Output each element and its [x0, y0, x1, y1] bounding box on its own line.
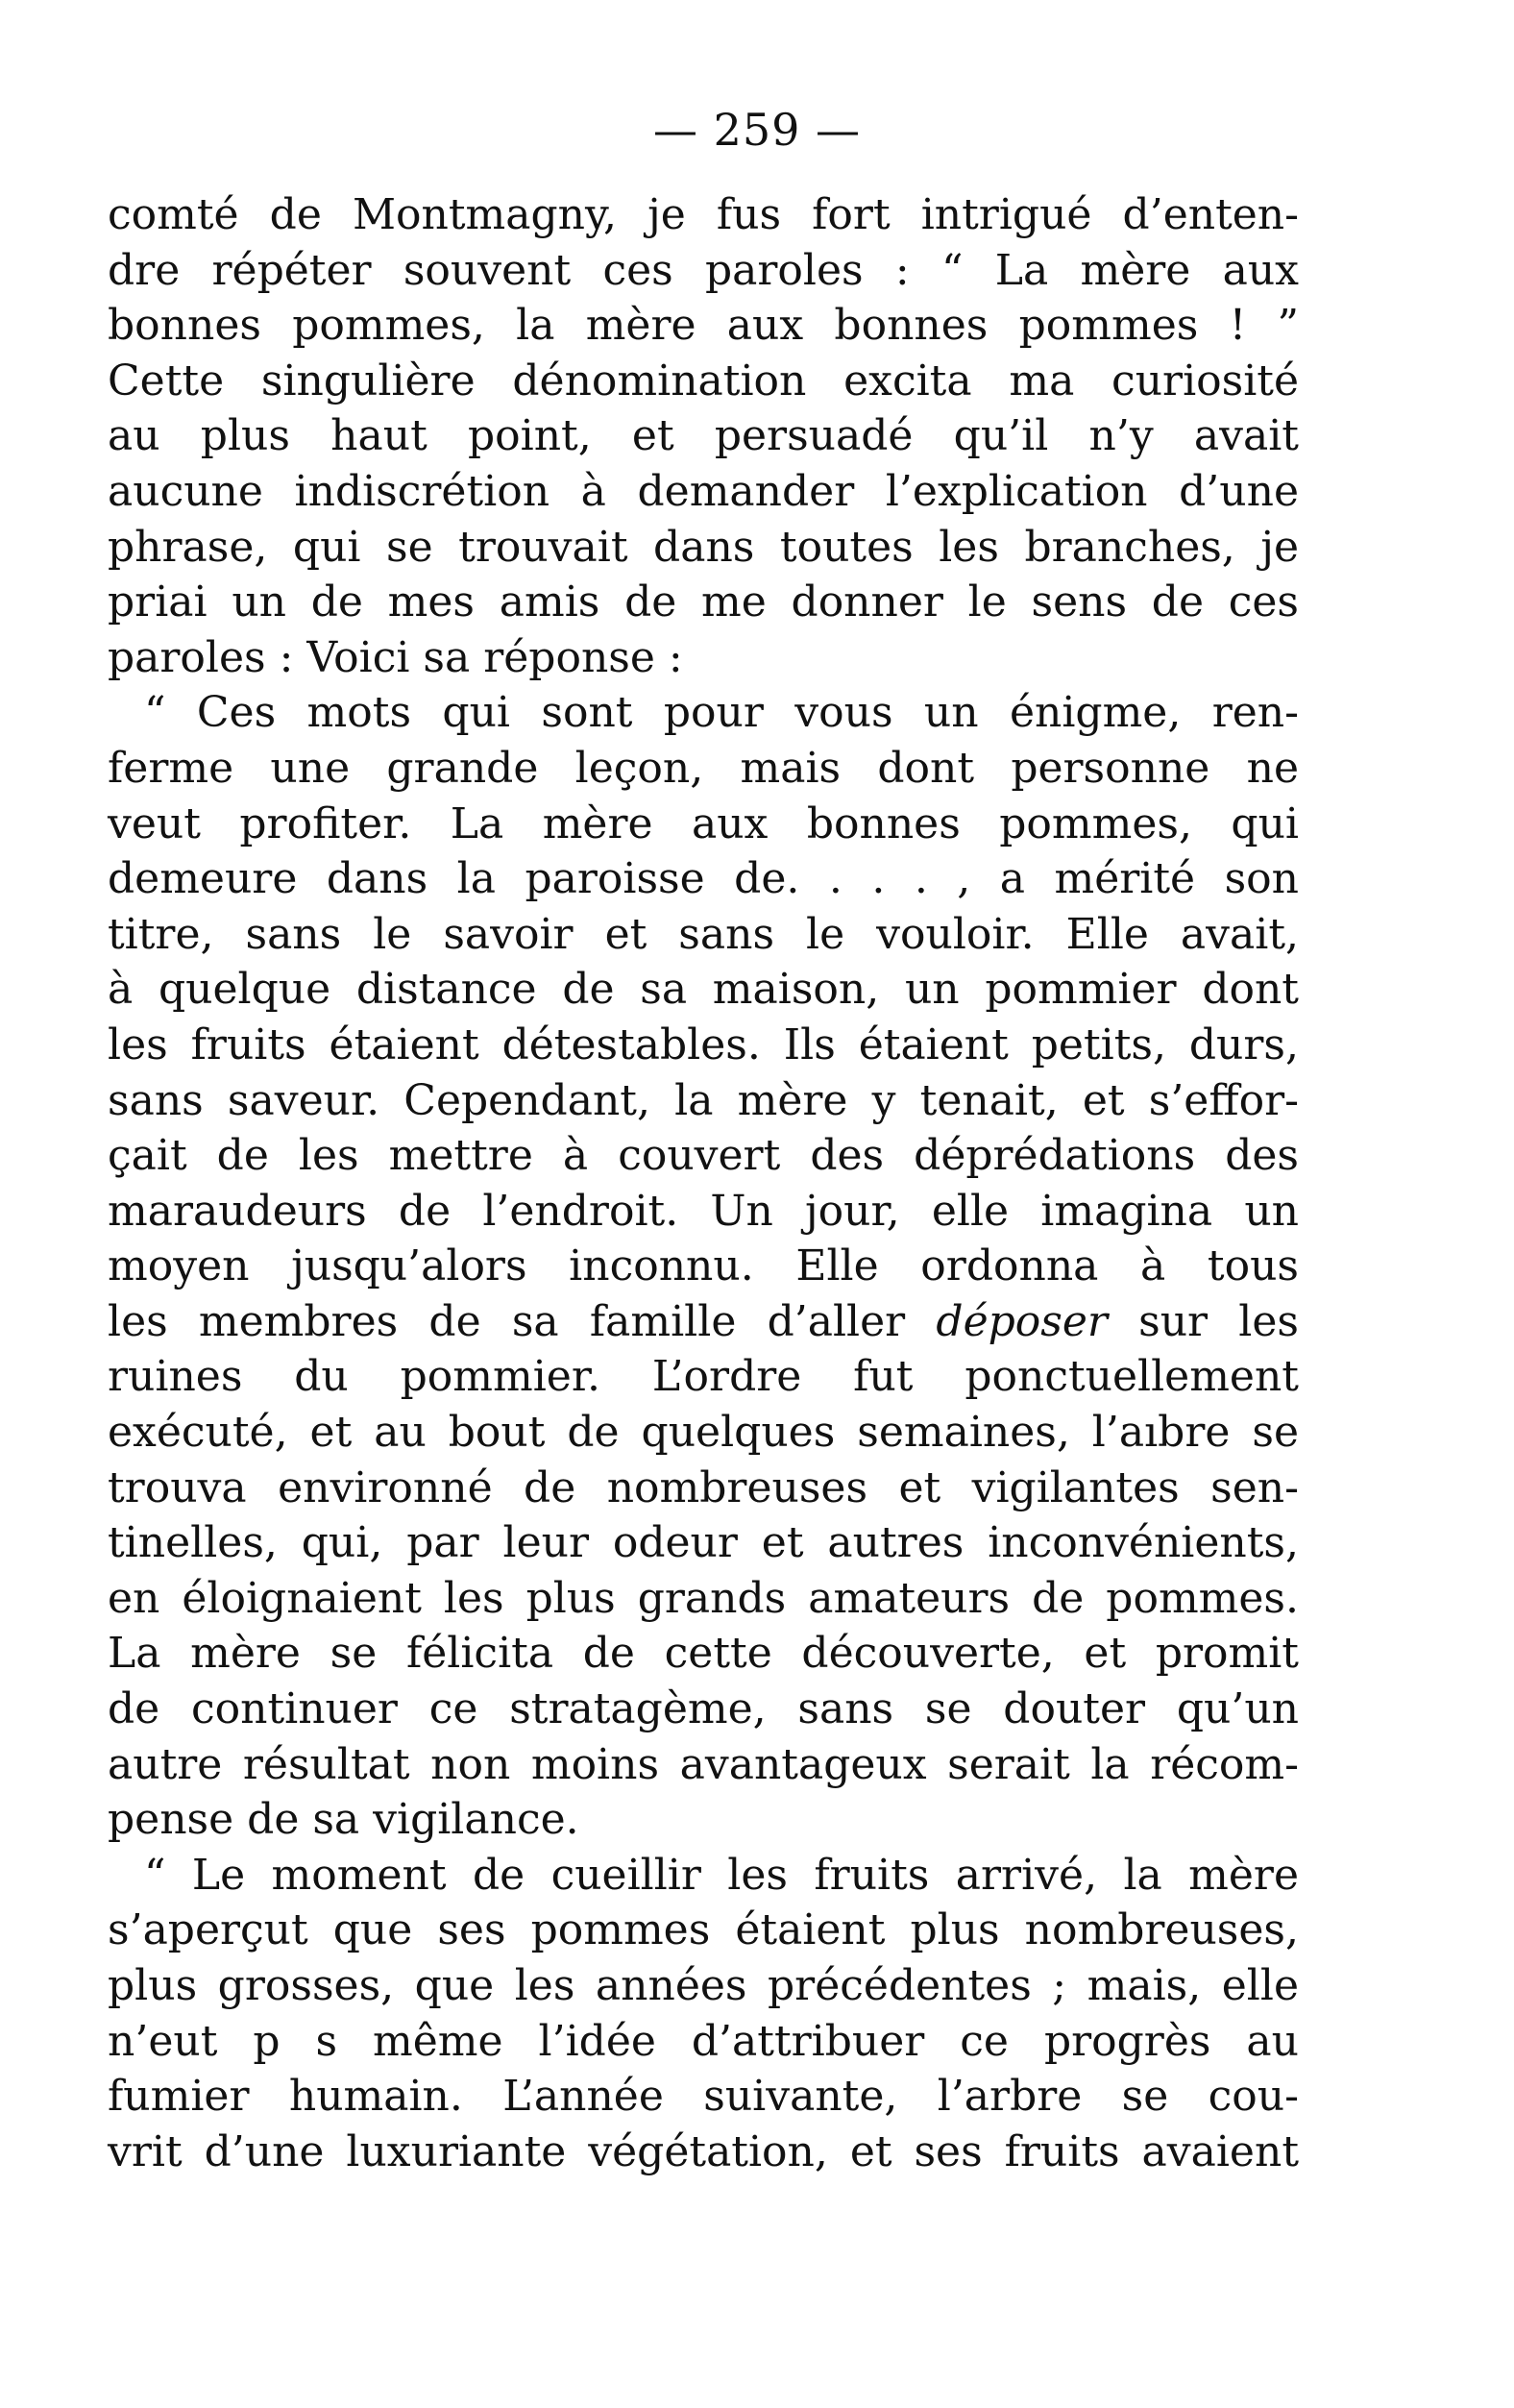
- text-line: tinelles, qui, par leur odeur et autres inconvénients,: [108, 1518, 1299, 1568]
- text-line: comté de Montmagny, je fus fort intrigué d’enten-: [108, 190, 1299, 239]
- paragraph-start-line: “ Ces mots qui sont pour vous un énigme, ren-: [144, 688, 1299, 738]
- text-line: trouva environné de nombreuses et vigilantes sen-: [108, 1462, 1299, 1512]
- text-line: phrase, qui se trouvait dans toutes les branches, je: [108, 522, 1299, 572]
- text-line: n’eut p s même l’idée d’attribuer ce progrès au: [108, 2016, 1299, 2066]
- text-line: pense de sa vigilance.: [108, 1795, 579, 1845]
- text-line: veut profiter. La mère aux bonnes pommes, qui: [108, 799, 1299, 848]
- text-line: fumier humain. L’année suivante, l’arbre se cou-: [108, 2072, 1299, 2122]
- text-line: priai un de mes amis de me donner le sens de ces: [108, 577, 1299, 627]
- text-line: ferme une grande leçon, mais dont personne ne: [108, 743, 1299, 793]
- text-line: s’aperçut que ses pommes étaient plus nombreuses,: [108, 1905, 1299, 1955]
- text-line: à quelque distance de sa maison, un pommier dont: [108, 965, 1299, 1015]
- text-line: dre répéter souvent ces paroles : “ La mère aux: [108, 245, 1299, 295]
- text-line: au plus haut point, et persuadé qu’il n’y avait: [108, 411, 1299, 461]
- text-line: autre résultat non moins avantageux serait la récom-: [108, 1739, 1299, 1789]
- paragraph-start-line: “ Le moment de cueillir les fruits arrivé, la mère: [144, 1850, 1299, 1900]
- text-line: çait de les mettre à couvert des déprédations des: [108, 1131, 1299, 1181]
- line-segment: les membres de sa famille d’aller: [108, 1296, 906, 1346]
- italic-word: déposer: [936, 1296, 1108, 1346]
- text-line: La mère se félicita de cette découverte, et promit: [108, 1629, 1299, 1679]
- text-line-with-italic: [108, 1294, 1299, 1350]
- text-line: demeure dans la paroisse de. . . . , a mérité son: [108, 854, 1299, 904]
- text-line: en éloignaient les plus grands amateurs de pommes.: [108, 1573, 1299, 1623]
- text-line: moyen jusqu’alors inconnu. Elle ordonna à tous: [108, 1241, 1299, 1291]
- text-line: ruines du pommier. L’ordre fut ponctuellement: [108, 1352, 1299, 1402]
- text-line: exécuté, et au bout de quelques semaines, l’aıbre se: [108, 1408, 1299, 1458]
- line-segment: sur les: [1107, 1296, 1299, 1346]
- text-line: maraudeurs de l’endroit. Un jour, elle imagina un: [108, 1186, 1299, 1236]
- text-line: titre, sans le savoir et sans le vouloir. Elle avait,: [108, 909, 1299, 959]
- text-line: bonnes pommes, la mère aux bonnes pommes ! ”: [108, 301, 1299, 351]
- text-line: de continuer ce stratagème, sans se douter qu’un: [108, 1684, 1299, 1734]
- text-line: les fruits étaient détestables. Ils étaient petits, durs,: [108, 1020, 1299, 1069]
- text-line: paroles : Voici sa réponse :: [108, 632, 683, 682]
- page-number: — 259 —: [652, 104, 862, 156]
- text-line: vrit d’une luxuriante végétation, et ses fruits avaient: [108, 2126, 1299, 2176]
- body-text: [108, 187, 1299, 2179]
- text-line: aucune indiscrétion à demander l’explication d’une: [108, 466, 1299, 516]
- text-line: sans saveur. Cependant, la mère y tenait, et s’effor-: [108, 1075, 1299, 1125]
- text-line: Cette singulière dénomination excita ma curiosité: [108, 356, 1299, 405]
- text-line: plus grosses, que les années précédentes ; mais, elle: [108, 1961, 1299, 2010]
